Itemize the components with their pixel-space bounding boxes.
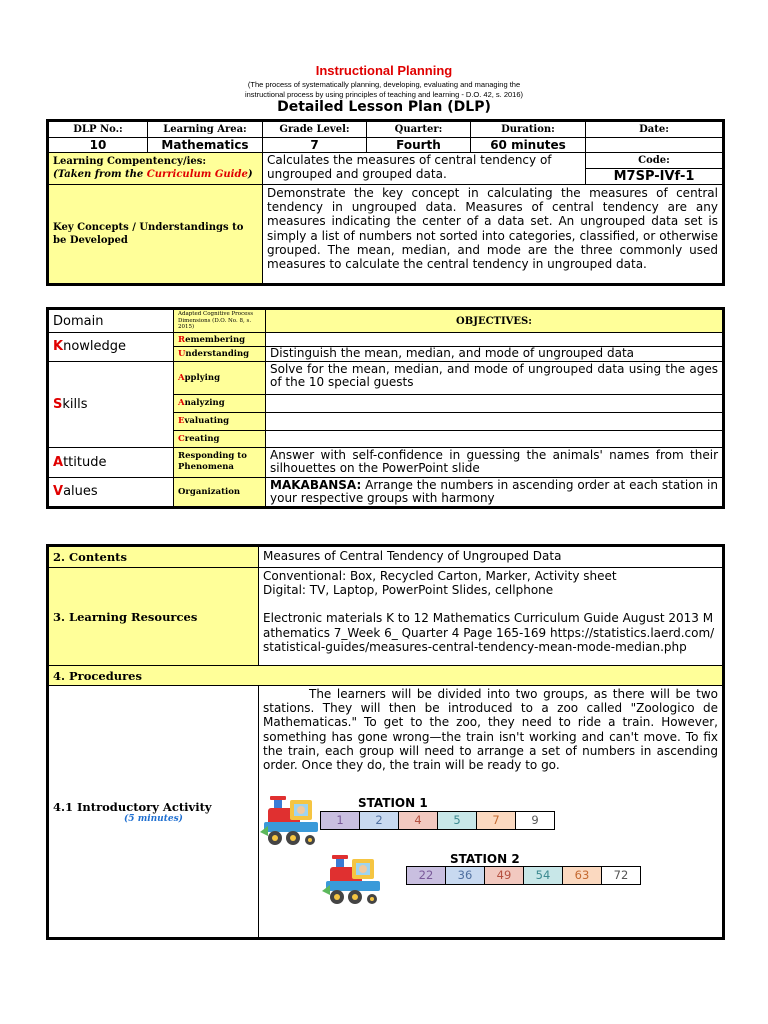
- subtitle-line-1: (The process of systematically planning, developing, evaluating and managing the: [247, 80, 521, 89]
- domain-values: [48, 477, 174, 507]
- station-2-number: 36: [446, 867, 485, 884]
- station-1-number: 4: [399, 812, 438, 829]
- duration-value: 60 minutes: [471, 138, 586, 153]
- resources-conventional: Conventional: Box, Recycled Carton, Marker, Activity sheet: [263, 569, 617, 583]
- remembering-initial: R: [178, 334, 186, 345]
- code-value: M7SP-IVf-1: [586, 169, 724, 185]
- intro-activity-cell: [48, 686, 259, 939]
- contents-text: Measures of Central Tendency of Ungrouped Data: [259, 546, 724, 568]
- dim-organization: Organization: [174, 477, 266, 507]
- taken-prefix: (Taken from the: [53, 169, 147, 180]
- remembering-rest: emembering: [185, 334, 246, 345]
- station-1-numbers: [320, 811, 555, 830]
- procedures-label: 4. Procedures: [48, 666, 724, 686]
- page-subtitle: [0, 80, 768, 99]
- understanding-rest: nderstanding: [185, 348, 250, 359]
- key-concepts-text: Demonstrate the key concept in calculating the measures of central tendency in ungrouped data. Measures of central tendency are any measures indicating the center of a data set. An ungrouped data set is simply a list of numbers not sorted into categories, classified, or otherwise grouped. The mean, median, and mode are the three commonly used measures to calculate the central tendency in ungrouped data.: [263, 185, 724, 285]
- learning-area-header: Learning Area:: [148, 121, 263, 138]
- objective-evaluating: [266, 412, 724, 430]
- resources-digital: Digital: TV, Laptop, PowerPoint Slides, cellphone: [263, 583, 554, 598]
- dim-applying: [174, 361, 266, 394]
- knowledge-initial: K: [53, 339, 64, 355]
- date-header: Date:: [586, 121, 724, 138]
- objective-organization: [266, 477, 724, 507]
- dim-creating: [174, 430, 266, 447]
- station-1-number: 1: [321, 812, 360, 829]
- station-1-number: 9: [516, 812, 554, 829]
- dim-evaluating: [174, 412, 266, 430]
- code-label: Code:: [586, 153, 724, 169]
- dim-understanding: [174, 347, 266, 362]
- key-concepts-label: Key Concepts / Understandings to be Developed: [48, 185, 263, 285]
- station-1-number: 5: [438, 812, 477, 829]
- objective-applying: Solve for the mean, median, and mode of ungrouped data using the ages of the 10 special guests: [266, 361, 724, 394]
- competency-label-cell: [48, 153, 263, 185]
- competency-text: Calculates the measures of central tendency of ungrouped and grouped data.: [263, 153, 586, 185]
- competency-label: Learning Compentency/ies:: [53, 156, 207, 167]
- makabansa-label: MAKABANSA:: [270, 477, 362, 492]
- applying-rest: pplying: [184, 372, 221, 383]
- dimensions-header: Adapted Cognitive Process Dimensions (D.O. No. 8, s. 2015): [174, 309, 266, 333]
- station-1-label: STATION 1: [358, 796, 428, 810]
- dlp-no-value: 10: [48, 138, 148, 153]
- values-initial: V: [53, 484, 64, 499]
- resources-electronic: Electronic materials K to 12 Mathematics Curriculum Guide August 2013 Mathematics 7_Week 6_ Quarter 4 Page 165-169 https://statistics.laerd.com/statistical-guides/measures-central-tendency-mean-mode-median.php: [263, 611, 715, 654]
- creating-rest: reating: [184, 433, 220, 444]
- station-2-number: 63: [563, 867, 602, 884]
- dlp-no-header: DLP No.:: [48, 121, 148, 138]
- lesson-info-table: [46, 119, 725, 286]
- objective-responding: Answer with self-confidence in guessing the animals' names from their silhouettes on the PowerPoint slide: [266, 447, 724, 477]
- objectives-table: [46, 307, 725, 509]
- intro-activity-label: 4.1 Introductory Activity: [53, 799, 212, 814]
- knowledge-rest: nowledge: [63, 339, 127, 355]
- train-icon: [260, 796, 322, 848]
- station-1-number: 7: [477, 812, 516, 829]
- dim-analyzing: [174, 394, 266, 412]
- station-1-number: 2: [360, 812, 399, 829]
- objective-creating: [266, 430, 724, 447]
- values-rest: alues: [63, 484, 98, 499]
- dim-responding: Responding to Phenomena: [174, 447, 266, 477]
- attitude-initial: A: [53, 454, 64, 470]
- analyzing-rest: nalyzing: [184, 398, 225, 408]
- domain-attitude: [48, 447, 174, 477]
- learning-area-value: Mathematics: [148, 138, 263, 153]
- domain-skills: [48, 361, 174, 447]
- quarter-value: Fourth: [367, 138, 471, 153]
- domain-knowledge: [48, 333, 174, 362]
- taken-suffix: ): [247, 169, 253, 180]
- organization-text: Arrange the numbers in ascending order at each station in your respective groups with harmony: [270, 477, 718, 505]
- domain-header: Domain: [48, 309, 174, 333]
- skills-rest: kills: [62, 396, 88, 412]
- duration-header: Duration:: [471, 121, 586, 138]
- resources-label: 3. Learning Resources: [48, 568, 259, 666]
- skills-initial: S: [53, 396, 63, 412]
- subtitle-line-2: instructional process by using principles of teaching and learning - D.O. 42, s. 2016): [244, 89, 524, 99]
- train-icon: [322, 855, 384, 907]
- station-2-numbers: [406, 866, 641, 885]
- page-title: Instructional Planning: [315, 63, 453, 78]
- contents-label: 2. Contents: [48, 546, 259, 568]
- intro-activity-time: (5 minutes): [124, 813, 183, 824]
- station-2: [322, 852, 702, 907]
- quarter-header: Quarter:: [367, 121, 471, 138]
- station-2-number: 54: [524, 867, 563, 884]
- intro-activity-text: The learners will be divided into two groups, as there will be two stations. They will then be introduced to a zoo called "Zoologico de Mathematicas." To get to the zoo, they need to ride a train. However, something has gone wrong—the train isn't working and can't move. To fix the train, each group will need to arrange a set of numbers in ascending order. Once they do, the train will be ready to go.: [263, 687, 718, 773]
- evaluating-initial: E: [178, 416, 185, 426]
- date-value: [586, 138, 724, 153]
- taken-from-note: [53, 168, 258, 181]
- station-2-number: 72: [602, 867, 640, 884]
- station-2-label: STATION 2: [450, 852, 520, 866]
- dim-remembering: [174, 333, 266, 347]
- understanding-initial: U: [178, 348, 186, 359]
- applying-initial: A: [178, 372, 185, 383]
- analyzing-initial: A: [178, 398, 185, 408]
- curriculum-guide-ref: Curriculum Guide: [146, 169, 248, 180]
- objectives-header: OBJECTIVES:: [266, 309, 724, 333]
- attitude-rest: ttitude: [63, 454, 107, 470]
- station-2-number: 49: [485, 867, 524, 884]
- dlp-title: Detailed Lesson Plan (DLP): [277, 99, 491, 115]
- station-2-number: 22: [407, 867, 446, 884]
- evaluating-rest: valuating: [184, 416, 230, 426]
- objective-analyzing: [266, 394, 724, 412]
- objective-remembering: [266, 333, 724, 347]
- grade-level-header: Grade Level:: [263, 121, 367, 138]
- grade-level-value: 7: [263, 138, 367, 153]
- objective-understanding: Distinguish the mean, median, and mode of ungrouped data: [266, 347, 724, 362]
- station-1: [260, 796, 580, 848]
- creating-initial: C: [178, 433, 185, 444]
- resources-cell: [259, 568, 724, 666]
